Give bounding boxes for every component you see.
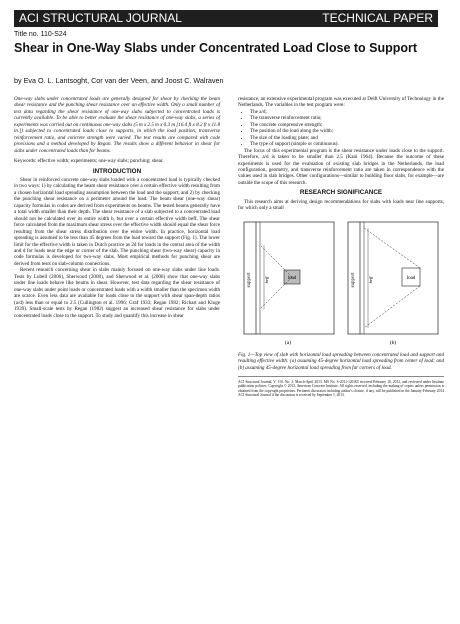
research-significance-heading: RESEARCH SIGNIFICANCE <box>299 189 383 197</box>
variables-list <box>238 109 444 148</box>
left-column <box>14 96 220 319</box>
journal-banner <box>14 10 438 27</box>
spread-line-b <box>364 286 420 328</box>
list-item: • The transverse reinforcement ratio; <box>250 115 444 121</box>
footnote <box>238 376 444 398</box>
figure-caption: Fig. 1—Top view of slab with horizontal load spreading between concentrated load and support and resulting effective width: (a) assuming 45-degree horizontal load spreading from center of load; and (b) assuming 45-degree horizontal load spreading from far corners of load. <box>238 351 444 371</box>
footnote-text: ACI Structural Journal, V. 110, No. 2, March-April 2013. MS No. S-2011-120.R3 received February 10, 2012, and reviewed under Institute publication policies. Copyright © 2013, American Concrete Institute. All rights reserved, including the making of copies unless permission is obtained from the copyright proprietors. Pertinent discussion including author's closure, if any, will be published in the January-February 2014 ACI Structural Journal if the discussion is received by September 1, 2013. <box>238 380 444 398</box>
abstract: One-way slabs under concentrated loads are generally designed for shear by checking the beam shear resistance and the punching shear resistance over an effective width. Only a small number of test data regarding the shear resistance of one-way slabs subjected to concentrated loads is currently available. To be able to better evaluate the shear resistance of one-way slabs, a series of experiments was carried out on continuous one-way slabs (5 m x 2.5 m x 0.3 m [16.4 ft x 8.2 ft x 11.8 in.]) subjected to concentrated loads close to supports, in which the load position, transverse reinforcement ratio, and concrete strength were varied. The test results are compared with code provisions and a method developed by Regan. The results show a different behavior in shear for slabs under concentrated loads than for beams. <box>14 96 220 154</box>
right-column <box>238 96 444 398</box>
list-item: • The concrete compressive strength; <box>250 122 444 128</box>
panel-label-b: (b) <box>389 339 397 346</box>
figure-1-diagram <box>238 216 444 351</box>
spread-line-b <box>364 228 420 268</box>
list-item: • The size of the loading plate; and <box>250 135 444 141</box>
panel-label-a: (a) <box>284 339 292 346</box>
right-paragraph-2: The focus of this experimental program is the shear resistance under loads close to the support. Therefore, a/d is taken to be smaller than 2.5 (Kani 1964). Because the outcome of these experiments is used for the evaluation of existing slab bridges in the Netherlands, the load configuration, geometry, and transverse reinforcement ratio are taken in correspondence with the values used in slab bridges. Other configurations—similar to building floor slabs, for example—are outside the scope of this research. <box>238 147 444 186</box>
beff-label-b: beff <box>368 276 373 284</box>
list-item: • The position of the load along the width; <box>250 128 444 134</box>
authors: by Eva O. L. Lantsoght, Cor van der Veen, and Joost C. Walraven <box>14 76 224 85</box>
paper-title: Shear in One-Way Slabs under Concentrated Load Close to Support <box>14 41 418 55</box>
slab-outline-b <box>348 222 438 334</box>
list-item: • The type of support (simple or continuous). <box>250 141 444 147</box>
figure-1 <box>238 216 444 351</box>
title-number: Title no. 110-S24 <box>14 31 67 38</box>
journal-name: ACI STRUCTURAL JOURNAL <box>19 11 182 25</box>
keywords: Keywords: effective width; experiments; one-way slabs; punching; shear. <box>14 158 164 165</box>
support-label-b: support <box>351 272 356 288</box>
load-label-a: load <box>287 275 297 281</box>
right-paragraph-1: resistance, an extensive experimental program was executed at Delft University of Technology in the Netherlands. The variables in the test program were: <box>238 96 444 109</box>
list-item: • The a/d; <box>250 109 444 115</box>
load-label-b: load <box>406 275 416 281</box>
intro-paragraph-2: Recent research concerning shear in slabs mainly focused on one-way slabs under line loads. Tests by Lubell (2006), Sherwood (2008), and Sherwood et al. (2006) show that one-way slabs under line loads behave like beams in shear. However, test data regarding the shear resistance of one-way slabs under point loads or concentrated loads with a width smaller than the specimen width are scarce. Even less data are available for loads close to the support with shear span-depth ratios (a/d) less than or equal to 2.5 (Cullington et al. 1996; Graf 1933; Regan 1982; Richart and Kluge 1939). Small-scale tests by Regan (1982) suggest an increased shear resistance for slabs under concentrated loads close to the support. To study and quantify this increase in shear <box>14 267 220 319</box>
support-label-a: support <box>247 272 252 288</box>
intro-paragraph-1: Shear in reinforced concrete one-way slabs loaded with a concentrated load is typically checked in two ways: 1) by calculating the beam shear resistance over a certain effective width resulting from a chosen horizontal load spreading assumption between the load and the support; and 2) by checking the punching shear resistance on a perimeter around the load. The beam shear (one-way shear) capacity formulas in codes are derived from experiments on beams. The tested beams generally have a total width smaller than their depth. The shear resistance of a slab subjected to a concentrated load should not be calculated over its entire width b, but over a certain effective width beff. The shear force calculated from the maximum shear stress over the effective width should equal the shear force resulting from the shear stress distribution over the entire width. In practice, horizontal load spreading is assumed to be less than 45 degrees from the load toward the support (Fig. 1). The lower limit for the effective width is taken in Dutch practice as 2d for loads in the central area of the width and d for loads near the edge or corner of the slab. The punching shear (two-way shear) capacity in code formulas is developed for two-way slabs. Most empirical methods for punching shear are derived from tests on slab-column connections. <box>14 176 220 267</box>
research-significance-paragraph: This research aims at deriving design recommendations for slabs with loads near line supports, for which only a small <box>238 198 444 212</box>
paper-type: TECHNICAL PAPER <box>322 11 433 25</box>
intro-heading: INTRODUCTION <box>92 167 142 175</box>
beff-label-a: beff <box>264 276 269 284</box>
